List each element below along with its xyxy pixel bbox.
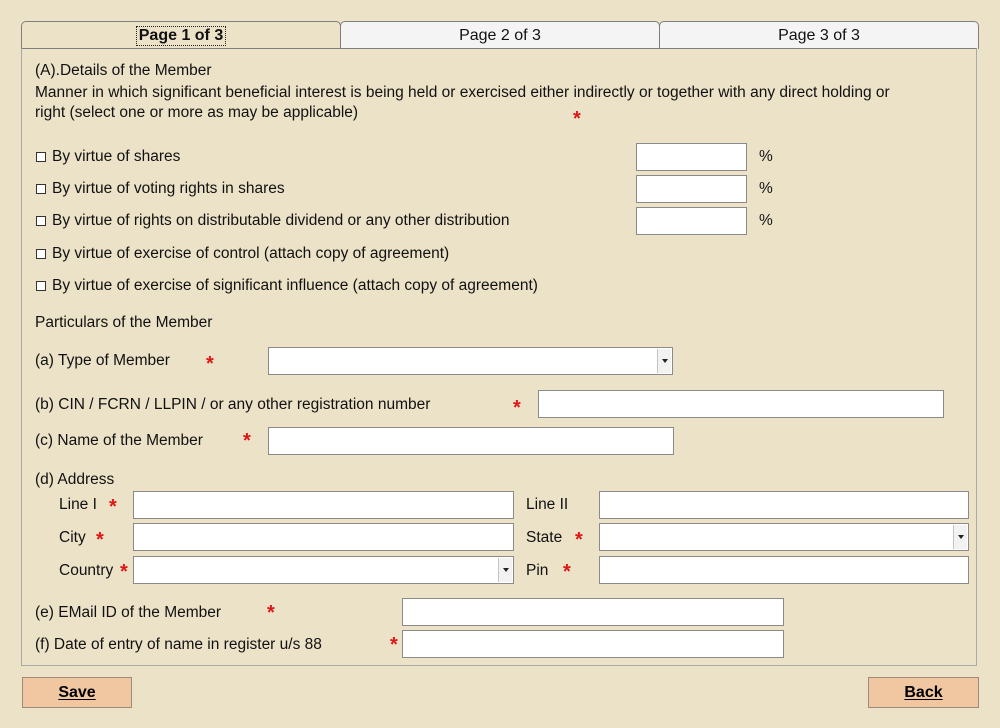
type-of-member-label: (a) Type of Member	[35, 352, 170, 369]
tab-page-2-label: Page 2 of 3	[459, 26, 541, 44]
pin-input[interactable]	[599, 556, 969, 584]
percent-voting-rights-unit: %	[759, 180, 773, 197]
section-a-description-line2: right (select one or more as may be applicable)	[35, 104, 359, 121]
option-voting-rights-label: By virtue of voting rights in shares	[52, 180, 285, 197]
country-select[interactable]	[133, 556, 514, 584]
checkbox-dividend-rights[interactable]	[36, 216, 46, 226]
required-marker-line1: *	[109, 496, 117, 518]
chevron-down-icon[interactable]	[657, 349, 671, 373]
option-dividend-rights-label: By virtue of rights on distributable dividend or any other distribution	[52, 212, 510, 229]
section-a-title: (A).Details of the Member	[35, 62, 212, 79]
tab-page-3-label: Page 3 of 3	[778, 26, 860, 44]
type-of-member-select[interactable]	[268, 347, 673, 375]
member-name-input[interactable]	[268, 427, 674, 455]
required-marker-name: *	[243, 430, 251, 452]
back-button-label: Back	[904, 683, 943, 701]
tab-page-1-label: Page 1 of 3	[136, 26, 226, 46]
country-label: Country	[59, 562, 114, 579]
required-marker-options: *	[573, 108, 581, 130]
line2-label: Line II	[526, 496, 569, 513]
section-a-description-line1: Manner in which significant beneficial interest is being held or exercised either indirectly or together with any direct holding or	[35, 84, 890, 101]
tab-page-3[interactable]	[659, 21, 979, 49]
checkbox-shares[interactable]	[36, 152, 46, 162]
email-label: (e) EMail ID of the Member	[35, 604, 222, 621]
city-input[interactable]	[133, 523, 514, 551]
address-heading: (d) Address	[35, 471, 115, 488]
back-button[interactable]	[868, 677, 979, 708]
required-marker-date: *	[390, 634, 398, 656]
email-input[interactable]	[402, 598, 784, 626]
required-marker-pin: *	[563, 561, 571, 583]
required-marker-country: *	[120, 561, 128, 583]
address-line2-input[interactable]	[599, 491, 969, 519]
date-of-entry-input[interactable]	[402, 630, 784, 658]
required-marker-city: *	[96, 529, 104, 551]
percent-dividend-rights-input[interactable]	[636, 207, 747, 235]
checkbox-voting-rights[interactable]	[36, 184, 46, 194]
required-marker-cin: *	[513, 397, 521, 419]
particulars-heading: Particulars of the Member	[35, 314, 213, 331]
member-name-label: (c) Name of the Member	[35, 432, 203, 449]
save-button[interactable]	[22, 677, 132, 708]
option-control-label: By virtue of exercise of control (attach copy of agreement)	[52, 245, 450, 262]
required-marker-state: *	[575, 529, 583, 551]
percent-shares-input[interactable]	[636, 143, 747, 171]
chevron-down-icon[interactable]	[498, 558, 512, 582]
cin-input[interactable]	[538, 390, 944, 418]
checkbox-control[interactable]	[36, 249, 46, 259]
chevron-down-icon[interactable]	[953, 525, 967, 549]
percent-dividend-rights-unit: %	[759, 212, 773, 229]
percent-shares-unit: %	[759, 148, 773, 165]
tab-page-1[interactable]	[21, 21, 341, 49]
date-of-entry-label: (f) Date of entry of name in register u/s 88	[35, 636, 322, 653]
option-significant-influence-label: By virtue of exercise of significant influence (attach copy of agreement)	[52, 277, 538, 294]
city-label: City	[59, 529, 86, 546]
percent-voting-rights-input[interactable]	[636, 175, 747, 203]
required-marker-email: *	[267, 602, 275, 624]
state-select[interactable]	[599, 523, 969, 551]
save-button-label: Save	[58, 683, 96, 701]
address-line1-input[interactable]	[133, 491, 514, 519]
state-label: State	[526, 529, 563, 546]
tab-page-2[interactable]	[340, 21, 660, 49]
option-shares-label: By virtue of shares	[52, 148, 181, 165]
required-marker-type: *	[206, 353, 214, 375]
cin-label: (b) CIN / FCRN / LLPIN / or any other registration number	[35, 396, 431, 413]
checkbox-significant-influence[interactable]	[36, 281, 46, 291]
line1-label: Line I	[59, 496, 97, 513]
pin-label: Pin	[526, 562, 549, 579]
